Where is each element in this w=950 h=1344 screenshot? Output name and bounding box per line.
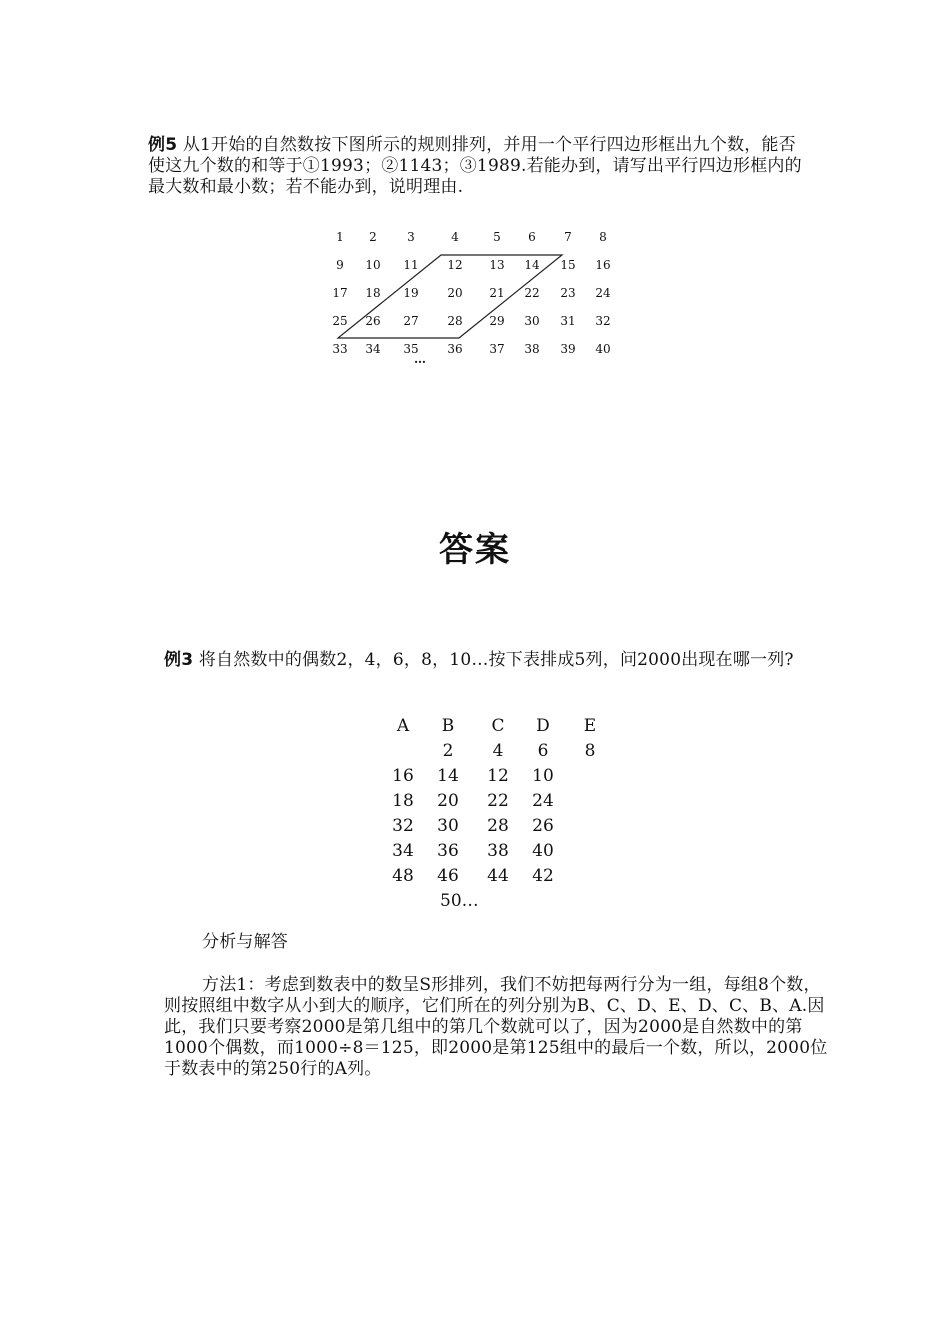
grid-number: 9: [336, 258, 344, 272]
table-cell: 8: [584, 741, 596, 761]
table-cell: 24: [532, 791, 554, 811]
grid-number: 17: [332, 286, 348, 300]
grid-number: 32: [595, 314, 611, 328]
table-cell: 4: [492, 741, 504, 761]
table-cell: 22: [487, 791, 509, 811]
example3-label: 例3: [164, 650, 194, 670]
grid-number: 4: [451, 230, 459, 244]
table-cell: 48: [392, 866, 414, 886]
grid-number: 24: [595, 286, 611, 300]
grid-number: 11: [403, 258, 419, 272]
grid-number: 2: [369, 230, 377, 244]
table-cell: 14: [437, 766, 459, 786]
table-cell: 28: [487, 816, 509, 836]
table-cell: 42: [532, 866, 554, 886]
example5-ellipsis: …: [414, 352, 426, 366]
grid-number: 20: [447, 286, 463, 300]
grid-number: 6: [528, 230, 536, 244]
grid-number: 15: [560, 258, 576, 272]
method1-paragraph: [164, 975, 834, 1080]
table-header: B: [441, 716, 455, 736]
grid-number: 25: [332, 314, 348, 328]
example3-text: 将自然数中的偶数2，4，6，8，10…按下表排成5列，问2000出现在哪一列?: [198, 650, 794, 670]
table-cell: 34: [392, 841, 414, 861]
grid-number: 10: [365, 258, 381, 272]
example3-paragraph: [164, 650, 824, 671]
grid-number: 19: [403, 286, 419, 300]
grid-number: 36: [447, 342, 463, 356]
table-cell: 46: [437, 866, 459, 886]
grid-number: 22: [524, 286, 540, 300]
table-header: C: [491, 716, 505, 736]
table-cell: 30: [437, 816, 459, 836]
table-cell: 2: [442, 741, 454, 761]
grid-number: 21: [489, 286, 505, 300]
grid-number: 39: [560, 342, 576, 356]
table-cell: 10: [532, 766, 554, 786]
grid-number: 18: [365, 286, 381, 300]
grid-number: 27: [403, 314, 419, 328]
grid-number: 35: [403, 342, 419, 356]
parallelogram-frame: [0, 0, 950, 400]
example5-number-grid: [0, 0, 950, 400]
grid-number: 12: [447, 258, 463, 272]
table-cell: 20: [437, 791, 459, 811]
table-cell: 6: [537, 741, 549, 761]
table-cell: 36: [437, 841, 459, 861]
grid-number: 7: [564, 230, 572, 244]
grid-number: 3: [407, 230, 415, 244]
example5-label: 例5: [148, 135, 178, 155]
table-header: A: [396, 716, 410, 736]
grid-number: 37: [489, 342, 505, 356]
grid-number: 30: [524, 314, 540, 328]
table-header: D: [536, 716, 550, 736]
grid-number: 34: [365, 342, 381, 356]
grid-number: 28: [447, 314, 463, 328]
table-cell: 12: [487, 766, 509, 786]
table-header: E: [583, 716, 597, 736]
table-cell: 40: [532, 841, 554, 861]
grid-number: 29: [489, 314, 505, 328]
table-cell: 26: [532, 816, 554, 836]
grid-number: 38: [524, 342, 540, 356]
table-cell: 18: [392, 791, 414, 811]
grid-number: 14: [524, 258, 540, 272]
grid-number: 1: [336, 230, 344, 244]
grid-number: 31: [560, 314, 576, 328]
grid-number: 13: [489, 258, 505, 272]
table-cell: 38: [487, 841, 509, 861]
grid-number: 23: [560, 286, 576, 300]
example5-text: 从1开始的自然数按下图所示的规则排列，并用一个平行四边形框出九个数，能否使这九个数的和等于①1993；②1143；③1989.若能办到，请写出平行四边形框内的最大数和最小数；若不能办到，说明理由.: [148, 135, 802, 197]
answer-title: 答案: [439, 530, 511, 570]
table-cell: 50…: [440, 891, 479, 911]
table-cell: 44: [487, 866, 509, 886]
method1-text: 方法1：考虑到数表中的数呈S形排列，我们不妨把每两行分为一组，每组8个数，则按照组中数字从小到大的顺序，它们所在的列分别为B、C、D、E、D、C、B、A.因此，我们只要考察2000是第几组中的第几个数就可以了，因为2000是自然数中的第1000个偶数，而1000÷8＝125，即2000是第125组中的最后一个数，所以，2000位于数表中的第250行的A列。: [164, 975, 828, 1079]
grid-number: 33: [332, 342, 348, 356]
grid-number: 26: [365, 314, 381, 328]
table-cell: 32: [392, 816, 414, 836]
grid-number: 5: [493, 230, 501, 244]
analysis-heading: 分析与解答: [202, 932, 288, 952]
table-cell: 16: [392, 766, 414, 786]
grid-number: 16: [595, 258, 611, 272]
grid-number: 40: [595, 342, 611, 356]
grid-number: 8: [599, 230, 607, 244]
